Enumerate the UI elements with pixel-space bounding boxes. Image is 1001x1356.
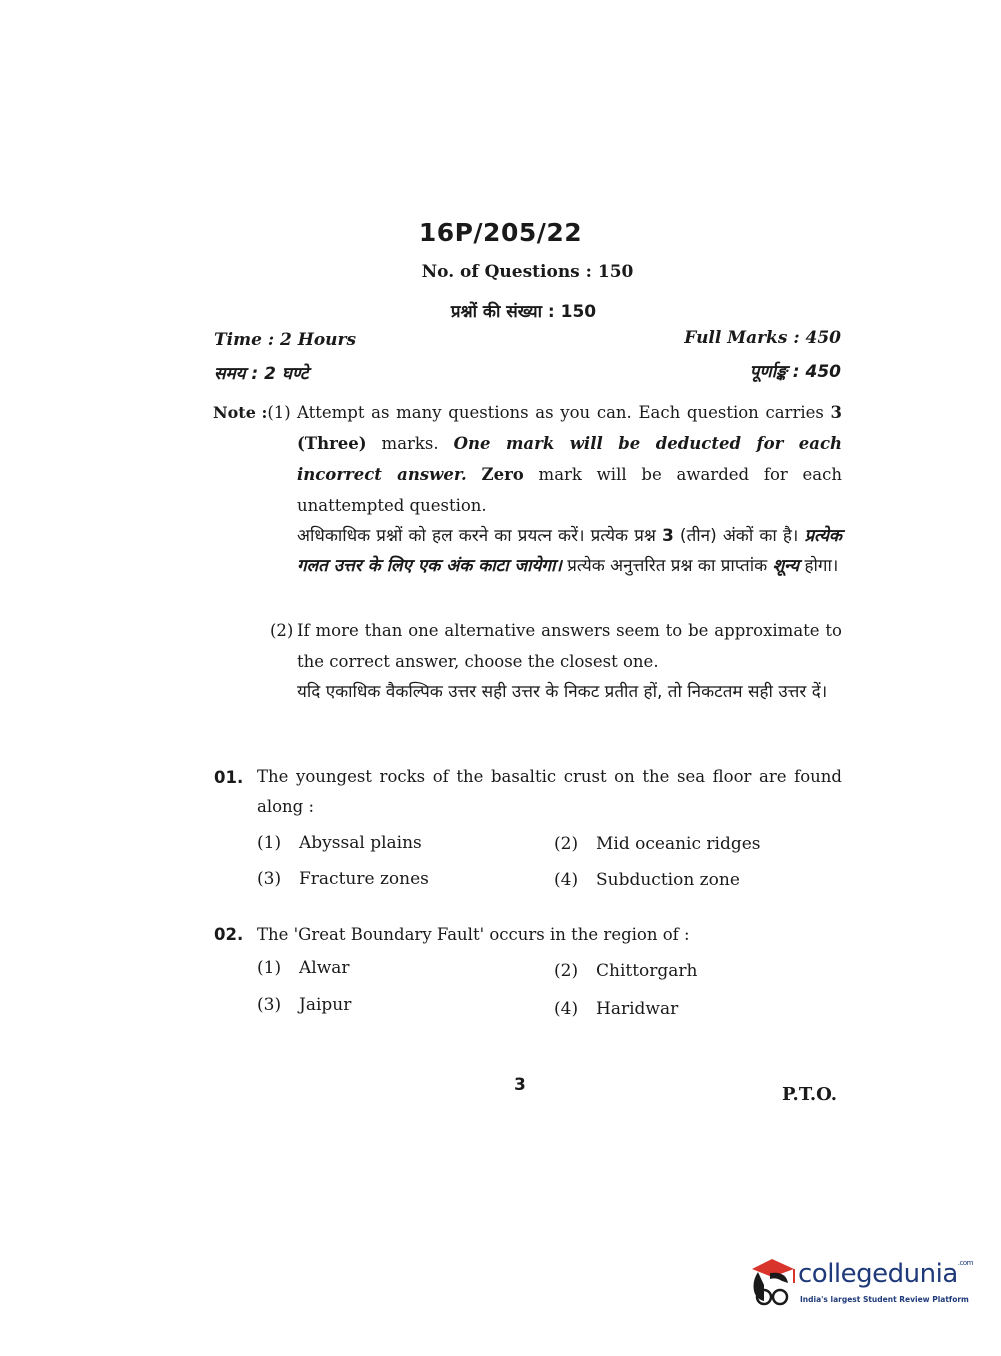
option: (3) Jaipur xyxy=(257,995,352,1015)
page-number: 3 xyxy=(514,1075,526,1095)
full-marks-hi: पूर्णाङ्क : 450 xyxy=(749,362,841,382)
collegedunia-logo[interactable] xyxy=(742,1255,972,1315)
note-label: Note :(1) xyxy=(213,403,291,422)
time-hi: समय : 2 घण्टे xyxy=(214,364,309,384)
time-en: Time : 2 Hours xyxy=(214,330,357,350)
option: (1) Abyssal plains xyxy=(257,833,422,853)
logo-tagline: India's largest Student Review Platform xyxy=(800,1295,969,1304)
question-number: 01. xyxy=(214,768,244,787)
option: (3) Fracture zones xyxy=(257,869,429,889)
note-2-hi: यदि एकाधिक वैकल्पिक उत्तर सही उत्तर के निकट प्रतीत हों, तो निकटतम सही उत्तर दें। xyxy=(297,682,828,702)
number-of-questions-hi: प्रश्नों की संख्या : 150 xyxy=(450,302,597,322)
full-marks-en: Full Marks : 450 xyxy=(684,328,841,348)
question-text: The youngest rocks of the basaltic crust on the sea floor are found along : xyxy=(257,767,842,816)
note-2-en: If more than one alternative answers seem to be approximate to the correct answer, choose the closest one. xyxy=(297,621,842,671)
note-1-hi: अधिकाधिक प्रश्नों को हल करने का प्रयत्न करें। प्रत्येक प्रश्न 3 (तीन) अंकों का है। प्रत्येक गलत उत्तर के लिए एक अंक काटा जायेगा। प्रत्येक अनुत्तरित प्रश्न का प्राप्तांक शून्य होगा। xyxy=(297,526,842,576)
number-of-questions-en: No. of Questions : 150 xyxy=(421,262,634,282)
question-number: 02. xyxy=(214,925,244,944)
question-text: The 'Great Boundary Fault' occurs in the region of : xyxy=(257,925,690,944)
student-mascot-icon xyxy=(742,1255,800,1315)
option: (2) Mid oceanic ridges xyxy=(554,834,761,854)
pto-label: P.T.O. xyxy=(782,1084,838,1105)
option: (4) Subduction zone xyxy=(554,870,740,890)
note-2-number: (2) xyxy=(270,621,294,640)
option: (1) Alwar xyxy=(257,958,350,978)
paper-code: 16P/205/22 xyxy=(418,218,583,247)
logo-text: collegedunia$^{.com}$ xyxy=(798,1259,973,1289)
note-1-en: Attempt as many questions as you can. Each question carries 3 (Three) marks. One mark will be deducted for each incorrect answer. Zero mark will be awarded for each unattempted question. xyxy=(297,403,843,515)
option: (4) Haridwar xyxy=(554,999,679,1019)
option: (2) Chittorgarh xyxy=(554,961,698,981)
